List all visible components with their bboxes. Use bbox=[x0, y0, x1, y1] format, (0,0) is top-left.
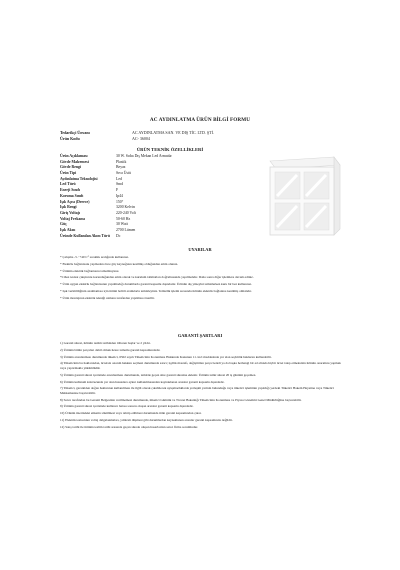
spec-row-value: Dc bbox=[116, 233, 121, 238]
spec-row-value: 3200 Kelvin bbox=[116, 205, 135, 210]
spec-row-value: 30 Watt bbox=[116, 222, 128, 227]
supplier-info bbox=[60, 130, 280, 142]
form-title: AC AYDINLATMA ÜRÜN BİLGİ FORMU bbox=[149, 117, 251, 123]
spec-row-value: Ip44 bbox=[116, 193, 123, 198]
info-row-label: Ürün Kodu bbox=[60, 136, 80, 141]
spec-row-label: Koruma Sınıfı bbox=[60, 193, 84, 198]
info-row-label: Tedarikçi Ünvanı bbox=[60, 130, 90, 135]
warning-item: * Ürün montajının elektrik tekniği uzmanı tarafından yapılması önerilir. bbox=[60, 295, 155, 300]
spec-row-label: Işık Rengi bbox=[60, 205, 77, 210]
spec-row-label: Enerji Sınıfı bbox=[60, 188, 80, 193]
warranty-item: 1) Garanti süresi, ürünün teslim tarihinden itibaren başlar ve 2 yıldır. bbox=[60, 341, 151, 345]
warnings-list bbox=[60, 255, 344, 302]
spec-row-label: Üründe Kullanılan Akım Türü bbox=[60, 233, 110, 238]
spec-row-label: Aydınlatma Teknolojisi bbox=[60, 176, 98, 181]
warranty-item: 5) Ürünün garanti süresi içerisinde arızalanması durumunda, tamirde geçen süre garanti süresine eklenir. Ürünün tamir süresi 20 iş gününü geçemez. bbox=[60, 372, 257, 377]
spec-row-label: Işık Açısı (Derece) bbox=[60, 199, 90, 204]
spec-row-label: Ürün Tipi bbox=[60, 171, 77, 176]
spec-row-value: Beyaz bbox=[116, 165, 126, 170]
warranty-item: 4) Tüketicinin bu haklarından, ücretsiz onarım hakkını seçmesi durumunda satıcı; işçilik masrafı, değiştirilen parça bedeli ya da başka herhangi bir ad altında hiçbir ücret talep etmeksizin ürünün onarımını yapmak veya yaptırmakla yükümlüdür. bbox=[60, 361, 341, 370]
warranty-item: 7) Tüketici, garantiden doğan haklarının kullanılması ile ilgili olarak çıkabilecek uyuşmazlıklarda yerleşim yerinin bulunduğu veya tüketici işleminin yapıldığı yerdeki Tüketici Hakem Heyetine veya Tüketici Mahkemesine başvurabilir. bbox=[60, 386, 334, 395]
spec-row-label: Voltaj Frekansı bbox=[60, 216, 85, 221]
spec-row-label: Gövde Rengi bbox=[60, 165, 81, 170]
spec-row-label: Giriş Voltajı bbox=[60, 210, 80, 215]
spec-row-value: Plastik bbox=[116, 159, 127, 164]
warning-item: * Ürün uygun elektrik bağlantısının yapılmadığı durumlarda garanti kapsamı dışındadır. Ürünün dış yüzeyini temizlerken kuru bir bez kullanınız. bbox=[60, 282, 252, 287]
warning-item: * Çalışma -5 / +40 C° sıcaklık aralığında kullanınız. bbox=[60, 255, 129, 259]
warranty-item: 2) Ürünün bütün parçaları dahil olmak üzere tamamı garanti kapsamındadır. bbox=[60, 347, 161, 352]
warranty-item: 11) Elektrik tesisatının voltaj dalgalanmaları, yıldırım düşmesi gibi durumlardan kaynaklanan arızalar garanti kapsamında değildir. bbox=[60, 418, 233, 422]
spec-row-value: 150° bbox=[116, 199, 124, 204]
spec-row-value: 2700 Lümen bbox=[116, 227, 136, 232]
spec-row-value: 30 W. Sıdıa Dış Mekan Led Armatür bbox=[116, 154, 172, 158]
spec-row-label: Led Türü bbox=[60, 182, 76, 187]
warranty-item: 9) Ürünün garanti süresi içerisinde kullanıcı hatası sonucu oluşan arızalar garanti kapsamı dışındadır. bbox=[60, 404, 194, 409]
warranty-item: 10) Ürünün üzerindeki etiketin sökülmesi veya tahrip edilmesi durumunda ürün garanti kapsamından çıkar. bbox=[60, 411, 202, 416]
warranty-item: 12) Satış tarihi ile ürünün teslim tarihi arasında geçen sürede oluşan hasarlardan satıcı firma sorumludur. bbox=[60, 424, 198, 429]
spec-row-value: Led bbox=[116, 176, 122, 181]
warning-item: * Elektrik bağlantısını yapmadan önce güç kaynağının kesilmiş olduğundan emin olunuz. bbox=[60, 261, 179, 266]
spec-row-value: 220-240 Volt bbox=[116, 210, 136, 215]
warning-item: * Ürünün elektrik bağlantısını tamamlayınız. bbox=[60, 268, 120, 273]
spec-heading: ÜRÜN TEKNİK ÖZELLİKLERİ bbox=[136, 147, 204, 152]
warranty-heading: GARANTİ ŞARTLARI bbox=[177, 333, 223, 338]
info-row-value: AC- 36004 bbox=[132, 136, 150, 141]
spec-row-value: 50-60 Hz bbox=[116, 216, 131, 221]
spec-row-value: Smd bbox=[116, 182, 123, 187]
warranty-item: 6) Ürünün kullanım kılavuzunda yer alan hususlara aykırı kullanılmasından kaynaklanan arızalar garanti kapsamı dışındadır. bbox=[60, 379, 225, 384]
warning-item: * Işık verimliliğinin azalmaması için ürünü belirli aralıklarla temizleyiniz. Temizlik işlemi sırasında ürünün elektrik bağlantısı kesilmiş olmalıdır. bbox=[60, 288, 252, 293]
info-row-value: AC AYDINLATMA SAN. VE DIŞ TİC. LTD. ŞTİ. bbox=[132, 130, 214, 135]
product-image bbox=[264, 155, 342, 239]
warning-item: *Cihaz tesisat çıkışlarını korunduğundan emin olarak ve kurulum talimatları doğrultusunda yapılmalıdır. Daha sonra diğer işlemlere devam ediniz. bbox=[60, 275, 254, 280]
spec-row-label: Ürün Açıklaması bbox=[60, 154, 88, 158]
spec-row-label: Işık Akısı bbox=[60, 227, 76, 232]
spec-row-label: Gövde Malzemesi bbox=[60, 159, 89, 164]
spec-table bbox=[60, 154, 220, 239]
warranty-item: 3) Ürünün arızalanması durumunda tüketici, 6502 sayılı Tüketicinin Korunması Hakkında Kanunun 11. inci maddesinde yer alan seçimlik haklarını kullanabilir. bbox=[60, 354, 272, 359]
spec-row-label: Güç bbox=[60, 222, 67, 227]
spec-row-value: F bbox=[116, 188, 119, 193]
spec-row bbox=[60, 234, 220, 240]
warranty-item: 8) Satıcı tarafından bu Garanti Belgesinin verilmemesi durumunda, tüketici Gümrük ve Ticaret Bakanlığı Tüketicinin Korunması ve Piyasa Gözetimi Genel Müdürlüğüne başvurabilir. bbox=[60, 397, 302, 402]
spec-row-value: Sıva Üstü bbox=[116, 171, 131, 176]
warnings-heading: UYARILAR bbox=[188, 247, 212, 252]
info-row bbox=[60, 136, 280, 142]
warranty-list bbox=[60, 341, 344, 432]
